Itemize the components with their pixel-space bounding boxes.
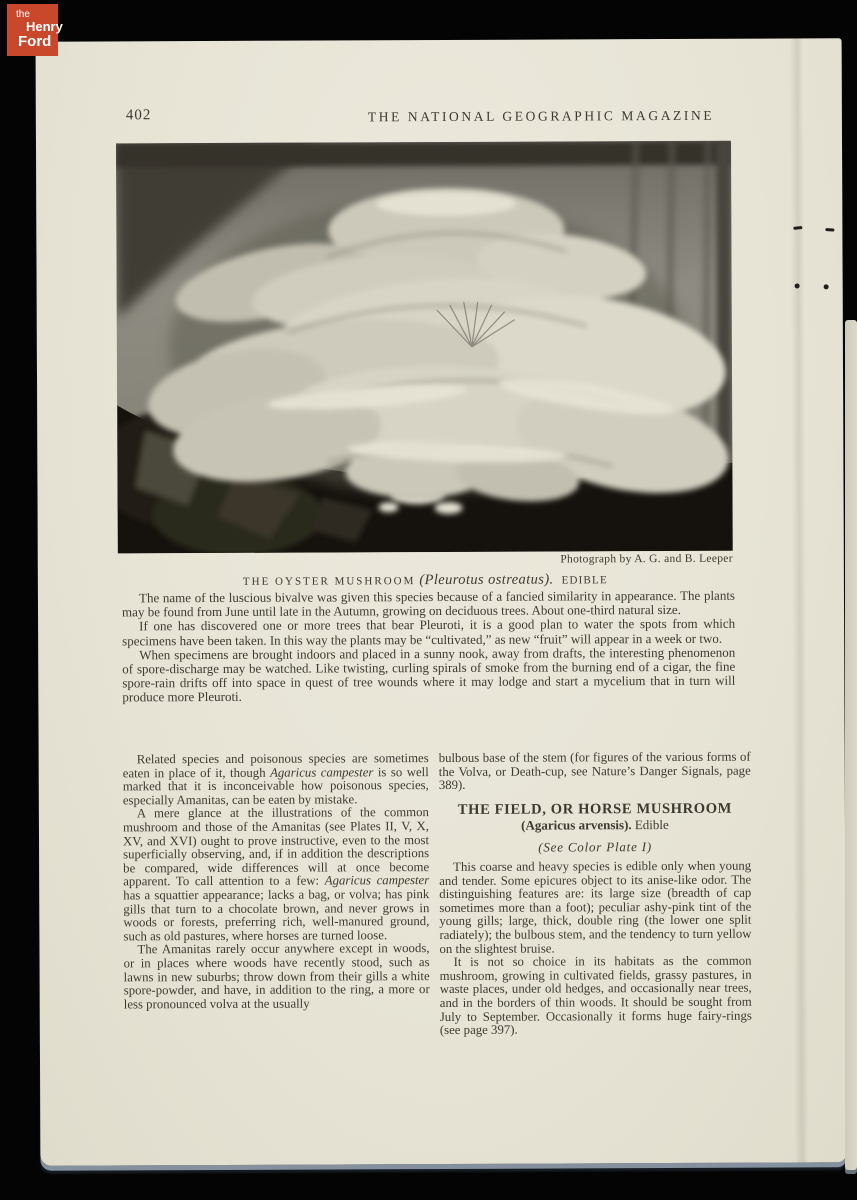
magazine-header-title: THE NATIONAL GEOGRAPHIC MAGAZINE bbox=[367, 107, 715, 125]
adjacent-page-edge bbox=[845, 320, 857, 1170]
right-paragraph-1: This coarse and heavy species is edible only when young and tender. Some epicures object to its anise-like odor. The distinguishing features are: its large size (breadth of cap sometimes more than a foot); peculiar ashy-pink tint of the young gills; large, thick, double ring (the lower one split radiately); the bulbous stem, and the tendency to turn yellow on the slightest bruise. bbox=[439, 858, 752, 956]
section-heading bbox=[439, 800, 751, 833]
logo-word-ford: Ford bbox=[18, 33, 52, 50]
section-heading-edible: Edible bbox=[634, 816, 669, 832]
section-heading-line1: THE FIELD, OR HORSE MUSHROOM bbox=[457, 800, 733, 818]
right-continuation-paragraph: bulbous base of the stem (for figures of the various forms of the Volva, or Death-cup, see Nature’s Danger Signals, page 389). bbox=[438, 749, 751, 793]
two-column-text bbox=[123, 751, 752, 1040]
left-paragraph-1: Related species and poisonous species are sometimes eaten in place of it, though Agaricus campester is so well marked that it is inconceivable how poisonous species, especially Amanitas, can be eaten by mistake. bbox=[122, 751, 429, 808]
oyster-mushroom-photo bbox=[116, 141, 733, 554]
magazine-page bbox=[36, 38, 847, 1166]
caption-title: THE OYSTER MUSHROOM bbox=[242, 575, 416, 588]
left-paragraph-2: A mere glance at the illustrations of the common mushroom and those of the Amanitas (see Plates II, V, X, XV, and XVI) ought to prove instructive, even to the most superficially observing, and, if in addition the descriptions be compared, wide differences will at once become apparent. To call attention to a few: Agaricus campester has a squattier appearance; lacks a bag, or volva; has pink gills that turn to a chocolate brown, and never grows in woods or forests, preferring rich, well-manured ground, such as old pastures, where horses are turned loose. bbox=[122, 805, 430, 944]
right-paragraph-2: It is not so choice in its habitats as the common mushroom, growing in cultivated fields, grassy pastures, in waste places, under old hedges, and occasionally near trees, and in the borders of thin woods. It should be sought from July to September. Occasionally it forms huge fairy-rings (see page 397). bbox=[439, 953, 752, 1038]
logo-word-the: the bbox=[16, 9, 30, 20]
color-plate-note: (See Color Plate I) bbox=[538, 838, 652, 855]
henry-ford-logo bbox=[7, 4, 63, 56]
caption-species: (Pleurotus ostreatus). bbox=[419, 571, 554, 589]
intro-paragraph-3: When specimens are brought indoors and placed in a sunny nook, away from drafts, the interesting phenomenon of spore-discharge may be watched. Like twisting, curling spirals of smoke from the burning end of a cigar, the fine spore-rain drifts off into space in quest of tree wounds where it may lodge and start a mycelium that in turn will produce more Pleuroti. bbox=[122, 644, 736, 705]
caption-edible: EDIBLE bbox=[561, 574, 608, 587]
page-fold-shading bbox=[790, 38, 809, 1162]
logo-word-henry: Henry bbox=[26, 19, 63, 34]
scan-mark bbox=[825, 228, 834, 232]
left-paragraph-3: The Amanitas rarely occur anywhere except in woods, or in places where woods have recently stood, such as lawns in new suburbs; throw down from their gills a white spore-powder, and have, in addition to the ring, a more or less pronounced volva at the usually bbox=[123, 941, 430, 1012]
left-column bbox=[123, 752, 430, 1039]
right-column bbox=[439, 751, 752, 1038]
intro-text-block bbox=[122, 589, 735, 705]
section-heading-species: (Agaricus arvensis). bbox=[521, 816, 632, 833]
photo-credit: Photograph by A. G. and B. Leeper bbox=[560, 552, 733, 566]
scan-mark bbox=[824, 284, 829, 289]
intro-paragraph-1: The name of the luscious bivalve was given this species because of a fancied similarity in appearance. The plants may be found from June until late in the Autumn, growing on deciduous trees. About one-third natural size. bbox=[122, 587, 736, 620]
page-number: 402 bbox=[125, 107, 152, 124]
intro-paragraph-2: If one has discovered one or more trees that bear Pleuroti, it is a good plan to water the spots from which specimens have been taken. In this way the plants may be “cultivated,” as new “fruit” will appear in a week or two. bbox=[122, 616, 736, 649]
scan-mark bbox=[795, 283, 800, 288]
mushroom-photo-illustration bbox=[116, 141, 733, 554]
